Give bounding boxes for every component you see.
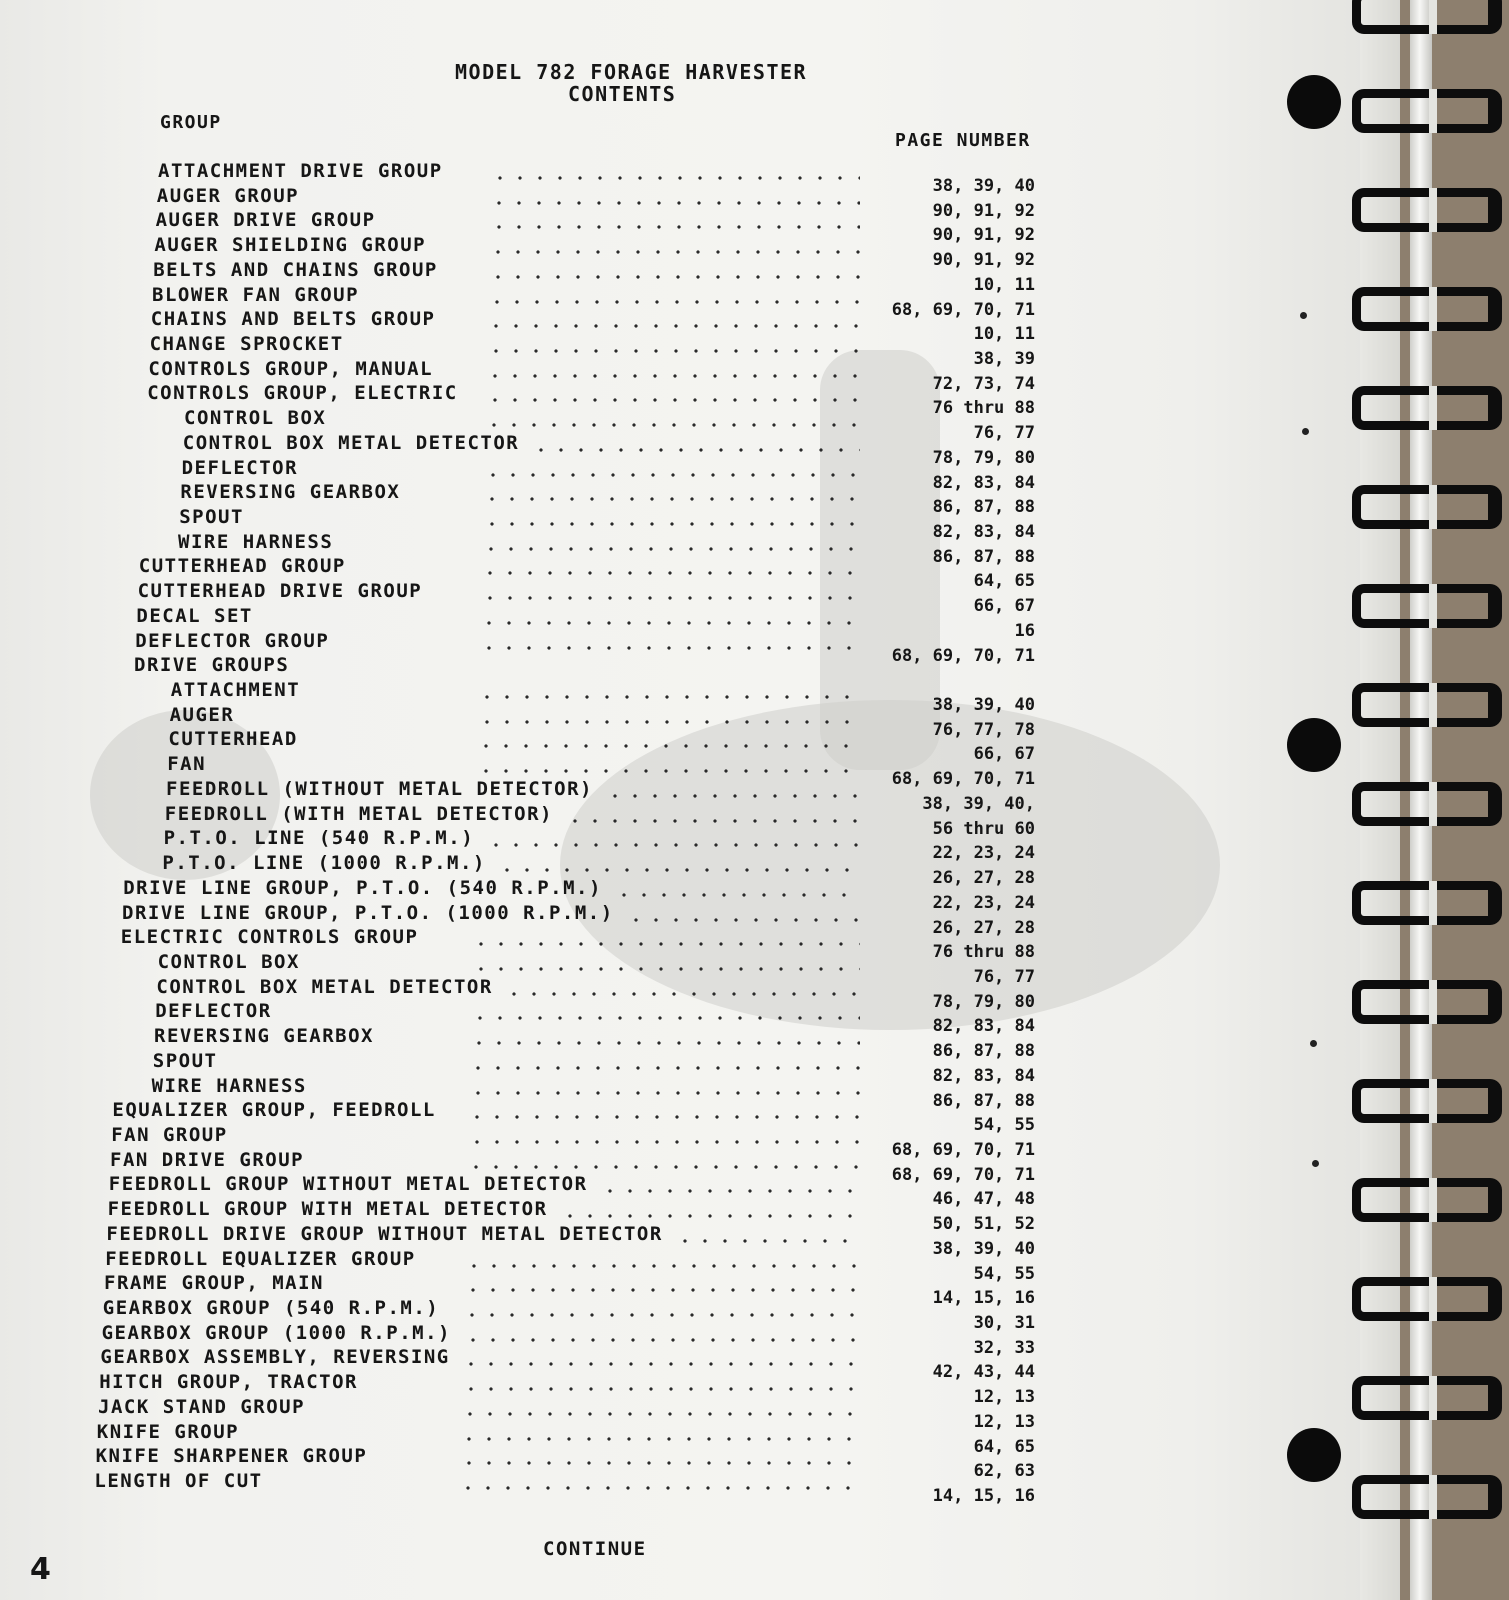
dot-leader — [466, 1165, 860, 1169]
toc-entry-page: 76 thru 88 — [932, 942, 1035, 963]
toc-entry-page: 66, 67 — [973, 596, 1035, 617]
toc-entry-label: REVERSING GEARBOX — [180, 481, 401, 504]
toc-entry-label: CONTROL BOX — [184, 407, 327, 430]
toc-entry-label: CUTTERHEAD — [168, 728, 298, 751]
toc-entry-label: CUTTERHEAD DRIVE GROUP — [137, 580, 423, 603]
dot-leader — [467, 1115, 860, 1119]
dot-leader — [504, 992, 860, 996]
toc-entry-page: 38, 39 — [973, 349, 1035, 370]
toc-entry-label: FEEDROLL DRIVE GROUP WITHOUT METAL DETECTOR — [106, 1222, 663, 1245]
binding-coil — [1352, 1376, 1502, 1420]
toc-entry-label: CONTROLS GROUP, MANUAL — [148, 357, 434, 380]
toc-entry-label: EQUALIZER GROUP, FEEDROLL — [112, 1099, 436, 1122]
dot-leader — [488, 275, 860, 279]
dot-leader — [476, 769, 860, 773]
binding-coil — [1352, 287, 1502, 331]
dot-leader — [531, 448, 860, 452]
continue-label: CONTINUE — [543, 1538, 647, 1560]
dot-leader — [467, 1140, 860, 1144]
toc-entry-page: 14, 15, 16 — [932, 1486, 1035, 1506]
toc-entry-page: 90, 91, 92 — [932, 225, 1035, 246]
dot-leader — [488, 250, 860, 254]
toc-entry-label: DRIVE LINE GROUP, P.T.O. (1000 R.P.M.) — [122, 901, 614, 924]
toc-entry-label: FRAME GROUP, MAIN — [104, 1272, 324, 1295]
toc-entry-page: 76, 77 — [973, 423, 1035, 444]
toc-entry-page: 68, 69, 70, 71 — [891, 1139, 1035, 1160]
toc-entry-page: 30, 31 — [973, 1312, 1035, 1333]
binding-coil — [1352, 584, 1502, 628]
toc-entry-label: ATTACHMENT DRIVE GROUP — [158, 160, 443, 182]
toc-entry-page: 56 thru 60 — [932, 818, 1035, 839]
toc-entry-label: REVERSING GEARBOX — [154, 1025, 374, 1048]
toc-entry-label: CUTTERHEAD GROUP — [138, 555, 346, 578]
binding-coil — [1352, 485, 1502, 529]
toc-entry-label: ELECTRIC CONTROLS GROUP — [120, 926, 419, 949]
dot-leader — [469, 1041, 860, 1045]
toc-entry-label: CHAINS AND BELTS GROUP — [150, 308, 436, 331]
toc-entry-page: 10, 11 — [973, 274, 1035, 295]
group-column-header: GROUP — [160, 112, 222, 133]
toc-entry-label: FEEDROLL GROUP WITH METAL DETECTOR — [107, 1198, 548, 1221]
dot-leader — [489, 201, 860, 205]
toc-entry-label: FEEDROLL (WITHOUT METAL DETECTOR) — [166, 777, 593, 800]
document-subtitle: CONTENTS — [568, 82, 677, 106]
toc-entry-label: DEFLECTOR — [155, 1000, 272, 1023]
toc-entry-label: CONTROLS GROUP, ELECTRIC — [147, 382, 458, 405]
toc-entry-page: 38, 39, 40, — [922, 793, 1035, 814]
binding-coil — [1352, 188, 1502, 232]
toc-entry-page: 38, 39, 40 — [932, 176, 1035, 196]
toc-entry-page: 54, 55 — [973, 1263, 1035, 1284]
dot-leader — [460, 1412, 860, 1416]
binding-coil — [1352, 1079, 1502, 1123]
toc-entry-label: FEEDROLL EQUALIZER GROUP — [105, 1247, 416, 1270]
dot-leader — [487, 300, 860, 304]
toc-entry-page: 22, 23, 24 — [932, 843, 1035, 864]
dot-leader — [486, 843, 860, 847]
toc-entry-page: 72, 73, 74 — [932, 373, 1035, 394]
toc-entry-label: GEARBOX GROUP (1000 R.P.M.) — [101, 1321, 451, 1344]
toc-entry-label: GEARBOX ASSEMBLY, REVERSING — [100, 1346, 450, 1369]
binding-coil — [1352, 386, 1502, 430]
toc-entry-page: 78, 79, 80 — [932, 991, 1035, 1012]
dot-leader — [470, 1016, 860, 1020]
toc-entry-page: 68, 69, 70, 71 — [891, 645, 1035, 666]
dot-leader — [600, 1189, 860, 1193]
dot-leader — [459, 1437, 860, 1441]
binding-coil — [1352, 0, 1502, 34]
dot-leader — [497, 868, 860, 872]
dot-leader — [482, 497, 860, 501]
dot-leader — [486, 324, 860, 328]
toc-entry-page: 32, 33 — [973, 1337, 1035, 1358]
toc-entry-page: 78, 79, 80 — [932, 447, 1035, 468]
toc-entry-page: 14, 15, 16 — [932, 1288, 1035, 1309]
toc-entry-page: 66, 67 — [973, 744, 1035, 765]
dot-leader — [476, 744, 860, 748]
dot-leader — [463, 1288, 860, 1292]
binding-coil — [1352, 683, 1502, 727]
dot-leader — [479, 621, 860, 625]
toc-entry-label: KNIFE SHARPENER GROUP — [95, 1445, 368, 1468]
dot-leader — [463, 1338, 860, 1342]
toc-entry-label: AUGER SHIELDING GROUP — [154, 234, 427, 257]
speck — [1300, 312, 1307, 319]
toc-entry-label: DEFLECTOR GROUP — [135, 629, 330, 652]
toc-entry-page: 82, 83, 84 — [932, 1065, 1035, 1086]
document-title: MODEL 782 FORAGE HARVESTER — [455, 60, 808, 84]
binding-coil — [1352, 1178, 1502, 1222]
toc-entry-label: CONTROL BOX METAL DETECTOR — [182, 431, 520, 454]
binding-coil — [1352, 782, 1502, 826]
toc-entry-label: WIRE HARNESS — [151, 1074, 307, 1097]
toc-entry-page: 76 thru 88 — [932, 398, 1035, 419]
speck — [1302, 428, 1309, 435]
toc-entry-page: 82, 83, 84 — [932, 472, 1035, 493]
dot-leader — [626, 918, 860, 922]
toc-entry-label: FAN GROUP — [111, 1123, 228, 1146]
dot-leader — [482, 522, 860, 526]
toc-entry-page: 38, 39, 40 — [932, 1238, 1035, 1259]
toc-entry-label: AUGER DRIVE GROUP — [155, 209, 376, 232]
dot-leader — [471, 942, 860, 946]
toc-entry-page: 90, 91, 92 — [932, 250, 1035, 271]
toc-entry-label: SPOUT — [152, 1049, 218, 1072]
toc-entry-label: WIRE HARNESS — [178, 530, 334, 553]
dot-leader — [605, 794, 860, 798]
dot-leader — [489, 225, 860, 229]
toc-entry-page: 82, 83, 84 — [932, 1016, 1035, 1037]
toc-entry-label: BELTS AND CHAINS GROUP — [153, 258, 438, 281]
toc-entry-label: GEARBOX GROUP (540 R.P.M.) — [102, 1296, 440, 1319]
dot-leader — [485, 374, 860, 378]
dot-leader — [484, 423, 860, 427]
toc-entry-page: 26, 27, 28 — [932, 917, 1035, 938]
toc-entry-label: DECAL SET — [136, 604, 253, 627]
toc-entry-label: FEEDROLL (WITH METAL DETECTOR) — [164, 802, 553, 825]
toc-entry-label: DRIVE LINE GROUP, P.T.O. (540 R.P.M.) — [123, 876, 602, 899]
dot-leader — [468, 1091, 860, 1095]
toc-entry-label: CHANGE SPROCKET — [149, 333, 344, 356]
toc-entry-label: FAN DRIVE GROUP — [110, 1148, 305, 1171]
dot-leader — [459, 1461, 860, 1465]
toc-entry-label: ATTACHMENT — [170, 679, 301, 702]
toc-entry-page: 86, 87, 88 — [932, 1090, 1035, 1111]
punch-hole — [1287, 75, 1341, 129]
toc-entry-label: HITCH GROUP, TRACTOR — [99, 1371, 358, 1394]
dot-leader — [614, 893, 860, 897]
toc-entry-page: 46, 47, 48 — [932, 1189, 1035, 1210]
toc-entry-page: 82, 83, 84 — [932, 522, 1035, 543]
dot-leader — [485, 398, 860, 402]
toc-entry-label: DRIVE GROUPS — [134, 654, 290, 677]
dot-leader — [477, 720, 860, 724]
toc-entry-page: 90, 91, 92 — [932, 200, 1035, 221]
toc-entry-label: FEEDROLL GROUP WITHOUT METAL DETECTOR — [108, 1173, 588, 1196]
toc-entry-page: 42, 43, 44 — [932, 1362, 1035, 1383]
toc-entry-label: CONTROL BOX — [157, 950, 300, 973]
speck — [1312, 1160, 1319, 1167]
toc-entry-page: 16 — [1014, 620, 1035, 641]
dot-leader — [490, 176, 860, 180]
toc-entry-page: 62, 63 — [973, 1461, 1035, 1482]
toc-entry-label: LENGTH OF CUT — [94, 1470, 263, 1492]
dot-leader — [481, 547, 860, 551]
toc-entry-page: 86, 87, 88 — [932, 546, 1035, 567]
toc-entry-page: 12, 13 — [973, 1411, 1035, 1432]
toc-entry-label: CONTROL BOX METAL DETECTOR — [156, 975, 493, 998]
toc-entry-page: 12, 13 — [973, 1387, 1035, 1408]
toc-entry-page: 76, 77 — [973, 966, 1035, 987]
punch-hole — [1287, 718, 1341, 772]
toc-entry-page: 64, 65 — [973, 1436, 1035, 1457]
dot-leader — [479, 646, 860, 650]
toc-entry-label: AUGER — [169, 703, 235, 726]
toc-entry-page: 86, 87, 88 — [932, 1041, 1035, 1062]
dot-leader — [675, 1239, 860, 1243]
dot-leader — [486, 349, 860, 353]
toc-entry-page: 54, 55 — [973, 1115, 1035, 1136]
page-number: 4 — [30, 1552, 53, 1587]
toc-entry-page: 10, 11 — [973, 324, 1035, 345]
toc-entry-label: JACK STAND GROUP — [98, 1395, 306, 1418]
dot-leader — [464, 1264, 860, 1268]
toc-entry-page: 64, 65 — [973, 571, 1035, 592]
dot-leader — [480, 571, 860, 575]
dot-leader — [483, 473, 860, 477]
toc-entry-label: FAN — [167, 753, 207, 776]
binding-coil — [1352, 1475, 1502, 1519]
dot-leader — [468, 1066, 860, 1070]
toc-entry-label: P.T.O. LINE (1000 R.P.M.) — [162, 852, 486, 875]
toc-entry-page: 38, 39, 40 — [932, 695, 1035, 716]
toc-entry-page: 68, 69, 70, 71 — [891, 299, 1035, 320]
toc-entry-label: P.T.O. LINE (540 R.P.M.) — [163, 827, 475, 850]
toc-entry-page: 68, 69, 70, 71 — [891, 1164, 1035, 1185]
binding-coil — [1352, 980, 1502, 1024]
toc-entry-page: 76, 77, 78 — [932, 719, 1035, 740]
speck — [1310, 1040, 1317, 1047]
toc-entry-label: DEFLECTOR — [181, 456, 299, 479]
toc-entry-label: AUGER GROUP — [156, 184, 300, 207]
dot-leader — [461, 1362, 860, 1366]
binding-coil — [1352, 1277, 1502, 1321]
page-number-column-header: PAGE NUMBER — [895, 130, 1031, 151]
toc-entry-page: 86, 87, 88 — [932, 497, 1035, 518]
toc-entry-label: BLOWER FAN GROUP — [152, 283, 360, 306]
dot-leader — [565, 819, 860, 823]
dot-leader — [458, 1486, 860, 1490]
dot-leader — [477, 695, 860, 699]
toc-entry-page: 50, 51, 52 — [932, 1214, 1035, 1235]
dot-leader — [471, 967, 860, 971]
dot-leader — [462, 1313, 860, 1317]
toc-entry-label: SPOUT — [179, 506, 244, 529]
toc-entry-page: 68, 69, 70, 71 — [891, 769, 1035, 790]
watermark-spout — [820, 350, 940, 770]
toc-entry-page: 22, 23, 24 — [932, 892, 1035, 913]
dot-leader — [480, 596, 860, 600]
dot-leader — [461, 1387, 860, 1391]
toc-entry-page: 26, 27, 28 — [932, 868, 1035, 889]
dot-leader — [560, 1214, 860, 1218]
binding-coil — [1352, 89, 1502, 133]
binding-coil — [1352, 881, 1502, 925]
toc-entry-label: KNIFE GROUP — [96, 1420, 240, 1443]
punch-hole — [1287, 1428, 1341, 1482]
